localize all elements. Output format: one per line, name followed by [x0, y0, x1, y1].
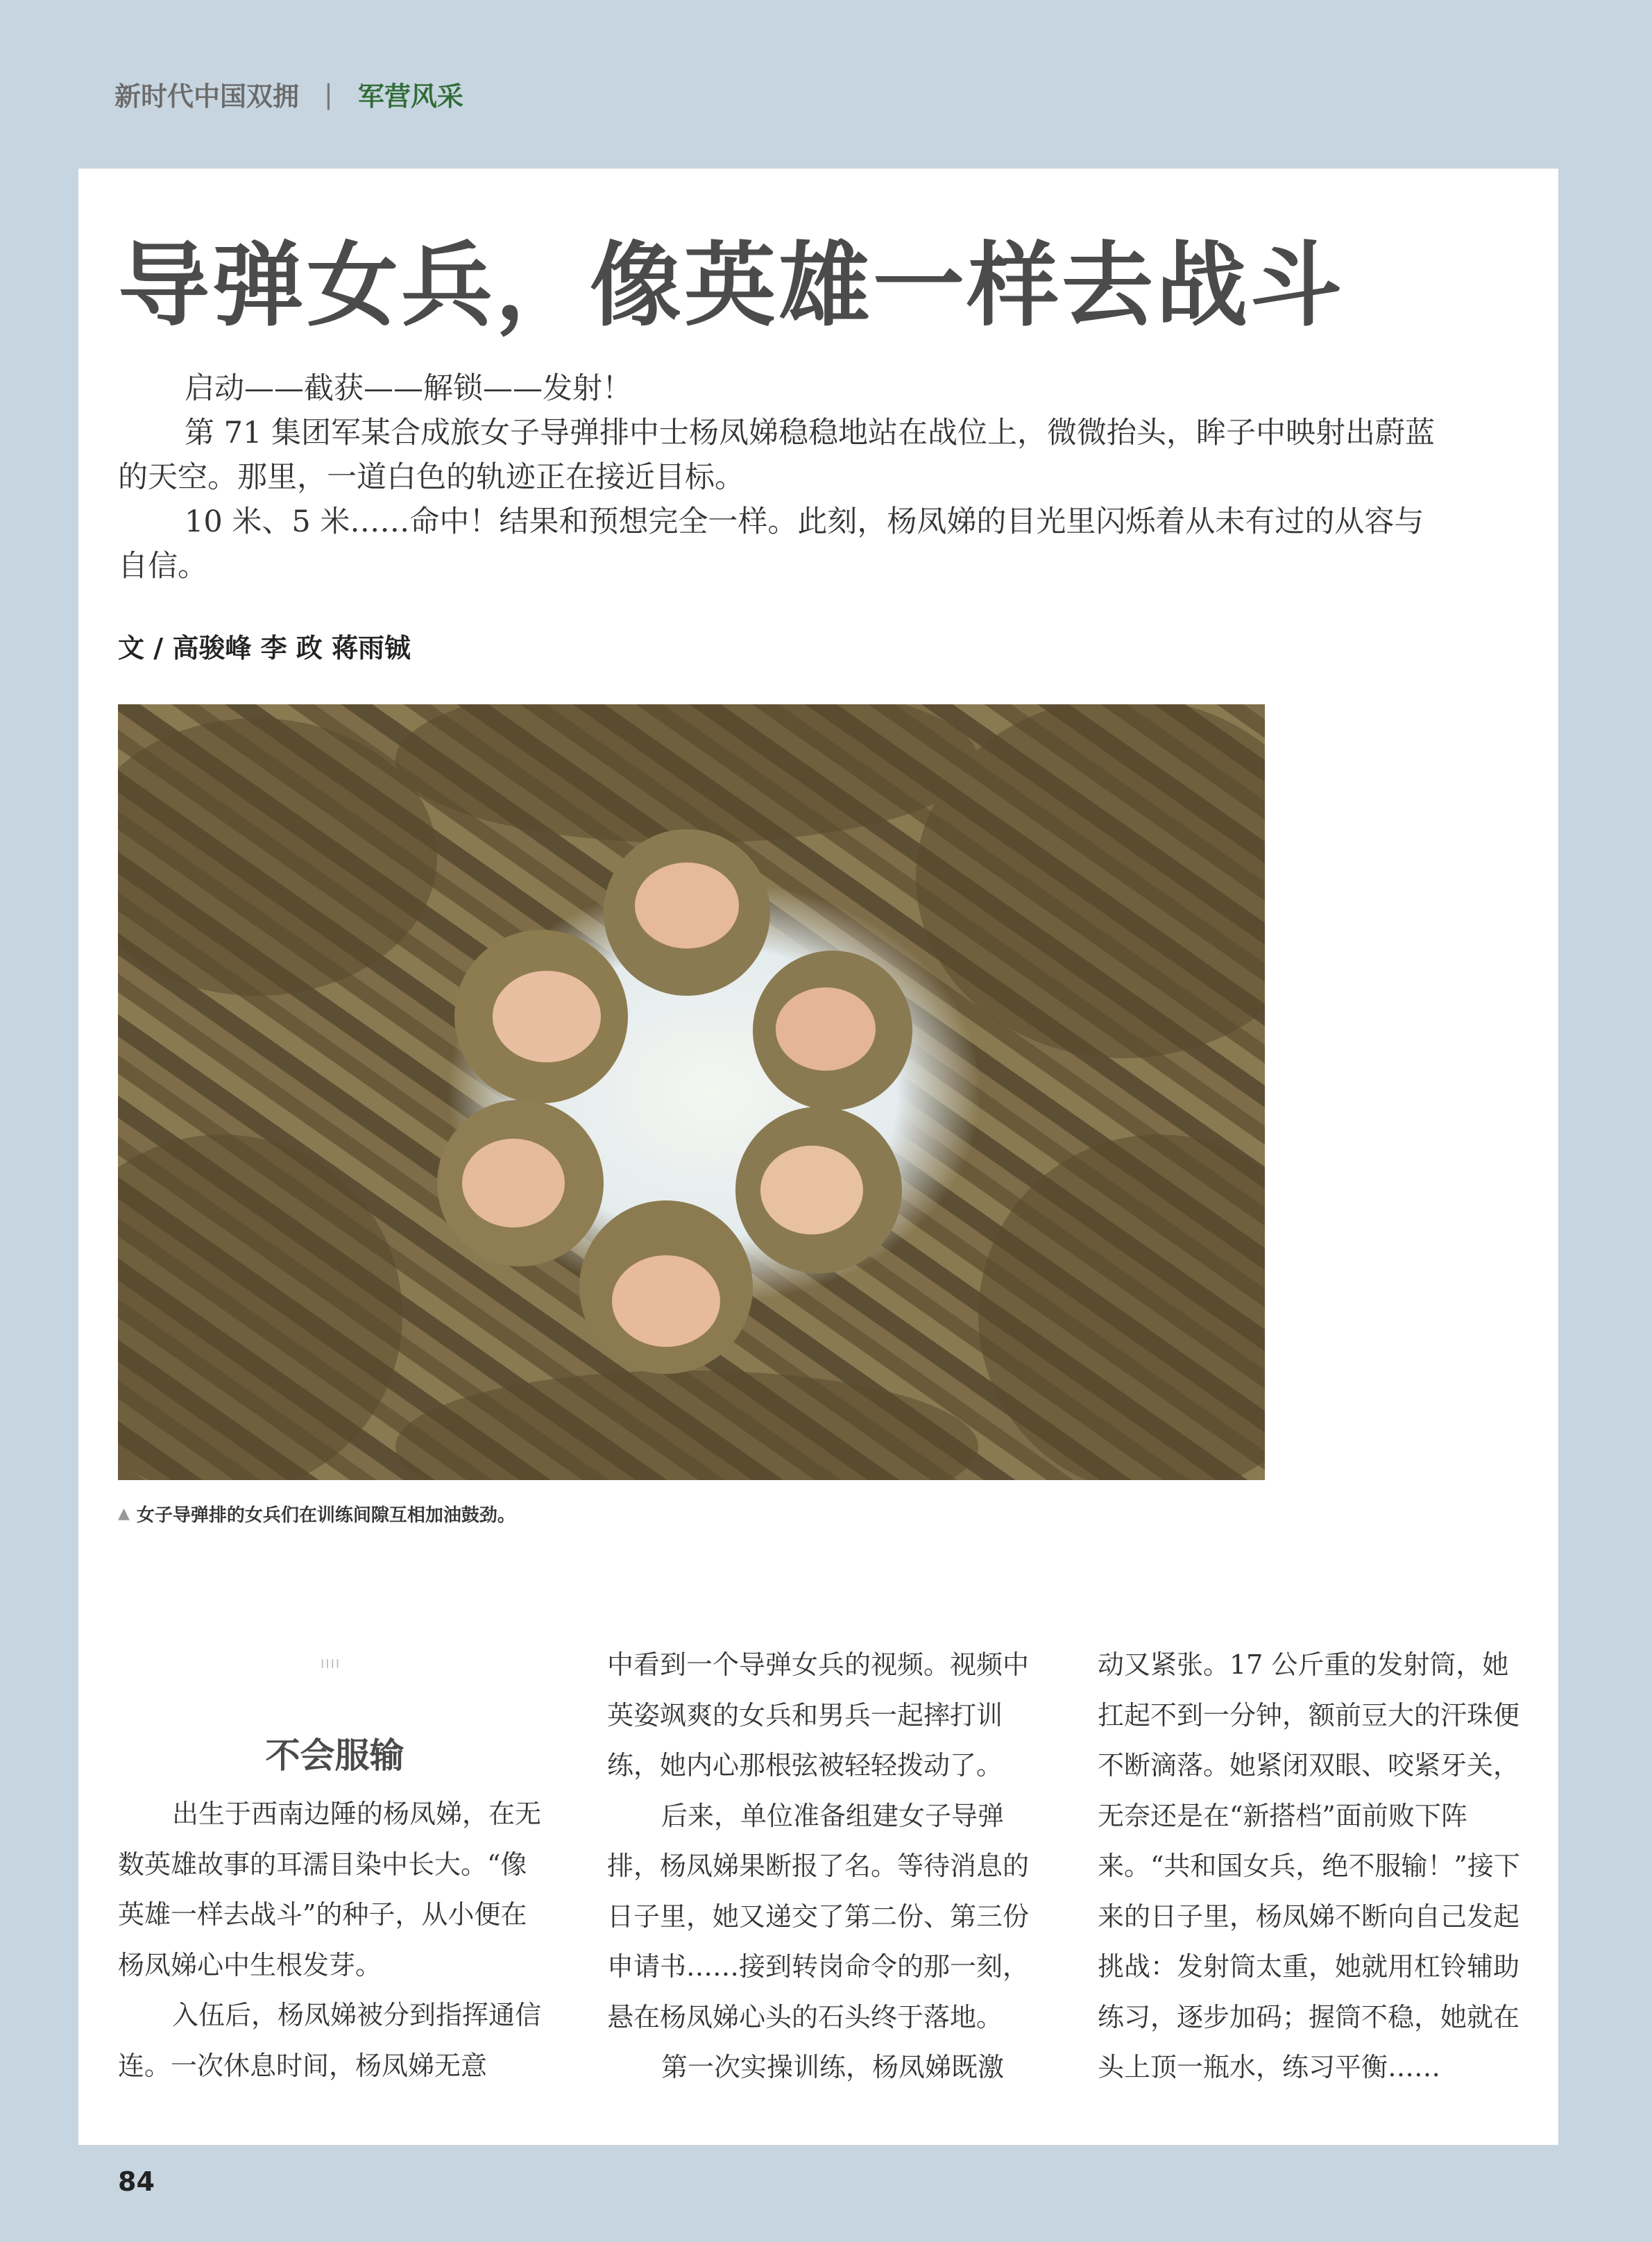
- body-column-3: [1098, 1640, 1531, 2093]
- header-separator: |: [324, 78, 333, 110]
- caption-triangle-icon: ▲: [118, 1505, 130, 1522]
- magazine-name: 新时代中国双拥: [114, 81, 300, 112]
- page-number: 84: [118, 2166, 155, 2197]
- soldiers-circle-illustration: [118, 704, 1265, 1480]
- section-name: 军营风采: [357, 81, 463, 112]
- article-photo: [118, 704, 1265, 1480]
- photo-caption: [118, 1501, 516, 1527]
- body-column-2: [607, 1640, 1041, 2093]
- body-paragraph: 动又紧张。17 公斤重的发射筒，她扛起不到一分钟，额前豆大的汗珠便不断滴落。她紧闭双眼、咬紧牙关，无奈还是在“新搭档”面前败下阵来。“共和国女兵，绝不服输！”接下来的日子里，杨凤娣不断向自己发起挑战：发射筒太重，她就用杠铃辅助练习，逐步加码；握筒不稳，她就在头上顶一瓶水，练习平衡……: [1098, 1649, 1520, 2082]
- body-paragraph: 后来，单位准备组建女子导弹排，杨凤娣果断报了名。等待消息的日子里，她又递交了第二份、第三份申请书……接到转岗命令的那一刻，悬在杨凤娣心头的石头终于落地。: [607, 1800, 1030, 2032]
- body-paragraph: 入伍后，杨凤娣被分到指挥通信连。一次休息时间，杨凤娣无意: [118, 2000, 542, 2081]
- lead-paragraph-1: 启动——截获——解锁——发射！: [185, 371, 632, 406]
- body-paragraph: 第一次实操训练，杨凤娣既激: [661, 2052, 1005, 2082]
- byline: 文 / 高骏峰 李 政 蒋雨铖: [118, 633, 411, 663]
- body-column-1: [118, 1789, 552, 2091]
- section-heading: 不会服输: [265, 1735, 405, 1776]
- lead-paragraph-3: 10 米、5 米……命中！结果和预想完全一样。此刻，杨凤娣的目光里闪烁着从未有过的从容与自信。: [118, 504, 1424, 584]
- body-paragraph: 出生于西南边陲的杨凤娣，在无数英雄故事的耳濡目染中长大。“像英雄一样去战斗”的种子，从小便在杨凤娣心中生根发芽。: [118, 1799, 542, 1980]
- lead-paragraph-2: 第 71 集团军某合成旅女子导弹排中士杨凤娣稳稳地站在战位上，微微抬头，眸子中映射出蔚蓝的天空。那里，一道白色的轨迹正在接近目标。: [118, 416, 1436, 495]
- article-title: 导弹女兵，像英雄一样去战斗: [118, 232, 1345, 339]
- section-ornament: IIII: [321, 1657, 341, 1672]
- body-paragraph: 中看到一个导弹女兵的视频。视频中英姿飒爽的女兵和男兵一起摔打训练，她内心那根弦被轻轻拨动了。: [607, 1649, 1030, 1781]
- caption-text: 女子导弹排的女兵们在训练间隙互相加油鼓劲。: [136, 1505, 516, 1526]
- article-lead: [118, 366, 1436, 588]
- running-header: [114, 75, 463, 113]
